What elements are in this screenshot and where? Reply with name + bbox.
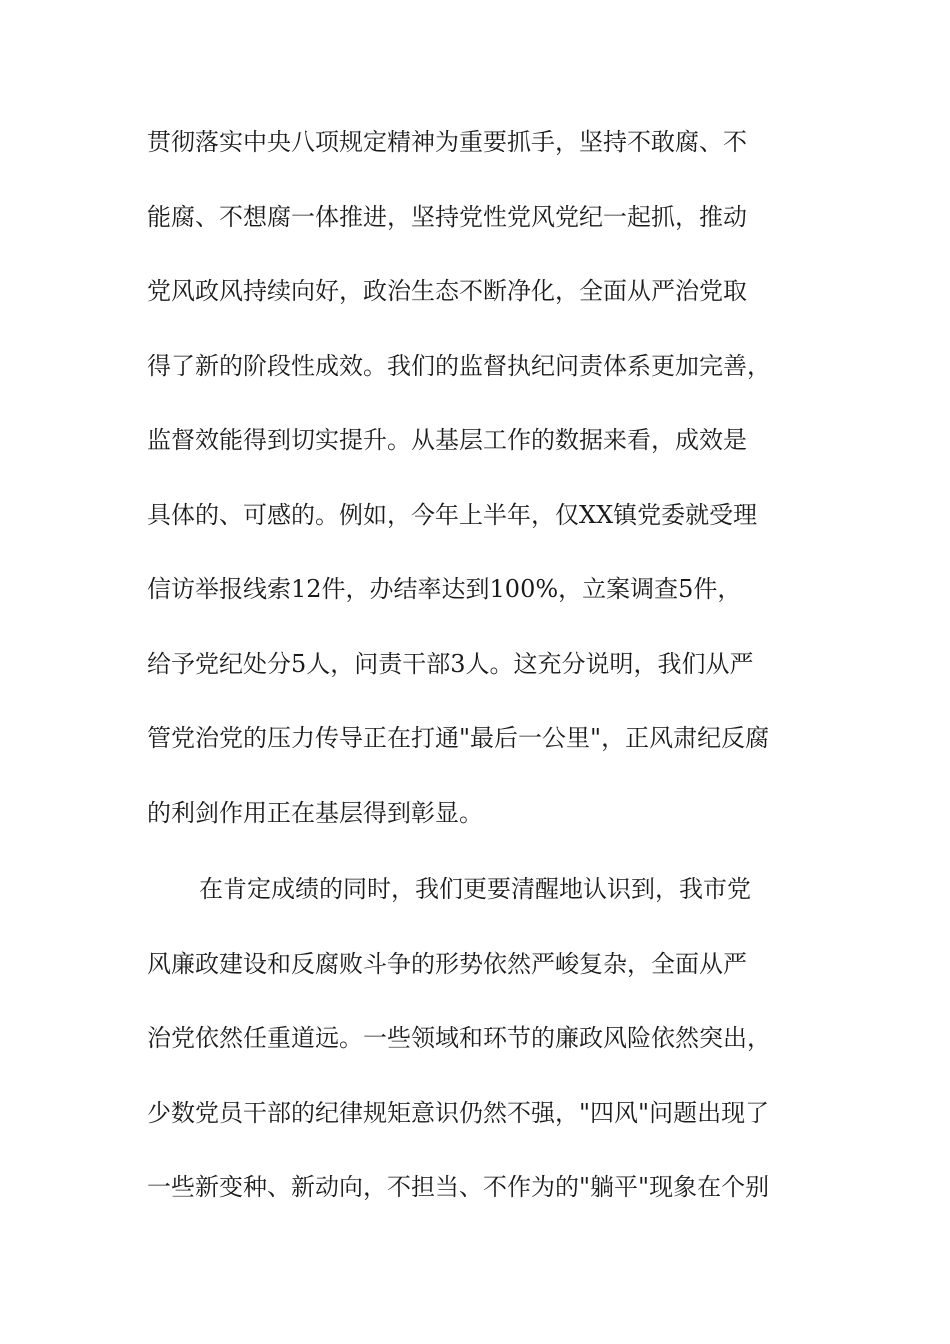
paragraph-line: 监督效能得到切实提升。从基层工作的数据来看，成效是 — [147, 426, 747, 454]
paragraph-line: 给予党纪处分5人，问责干部3人。这充分说明，我们从严 — [147, 649, 754, 678]
paragraph-line: 得了新的阶段性成效。我们的监督执纪问责体系更加完善， — [147, 351, 771, 380]
paragraph-line: 管党治党的压力传导正在打通"最后一公里"，正风肃纪反腐 — [147, 724, 770, 752]
paragraph-line: 在肯定成绩的同时，我们更要清醒地认识到，我市党 — [199, 875, 751, 903]
paragraph-line: 能腐、不想腐一体推进，坚持党性党风党纪一起抓，推动 — [147, 202, 747, 231]
paragraph-line: 贯彻落实中央八项规定精神为重要抓手，坚持不敢腐、不 — [147, 128, 747, 156]
paragraph-line: 具体的、可感的。例如，今年上半年，仅XX镇党委就受理 — [147, 500, 758, 529]
paragraph-line: 风廉政建设和反腐败斗争的形势依然严峻复杂，全面从严 — [147, 949, 747, 978]
paragraph-line: 的利剑作用正在基层得到彰显。 — [147, 798, 483, 827]
paragraph-line: 一些新变种、新动向，不担当、不作为的"躺平"现象在个别 — [147, 1173, 770, 1201]
paragraph-line: 治党依然任重道远。一些领域和环节的廉政风险依然突出， — [147, 1024, 771, 1052]
paragraph-line: 党风政风持续向好，政治生态不断净化，全面从严治党取 — [147, 277, 747, 305]
paragraph-1 — [147, 105, 807, 850]
paragraph-line: 信访举报线索12件，办结率达到100%，立案调查5件， — [147, 575, 742, 603]
paragraph-2 — [147, 852, 807, 1225]
paragraph-line: 少数党员干部的纪律规矩意识仍然不强，"四风"问题出现了 — [147, 1098, 770, 1127]
